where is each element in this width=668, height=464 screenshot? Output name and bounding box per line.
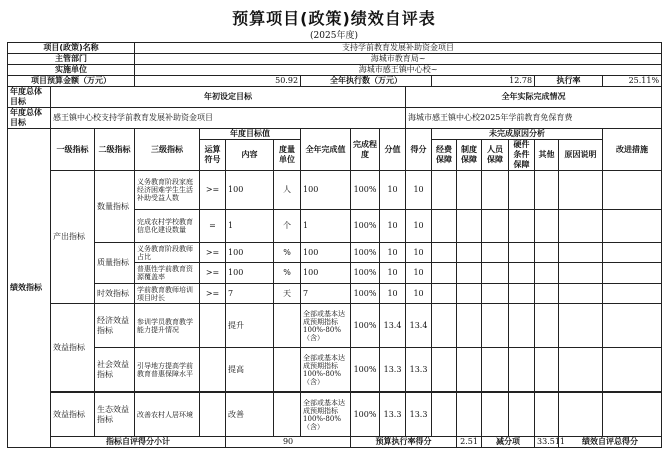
actual-goal-header: 全年实际完成情况 — [406, 87, 662, 108]
unit-cell: 个 — [274, 210, 301, 243]
reason-system-header: 制度保障 — [457, 140, 482, 171]
value-cell: 100 — [301, 243, 351, 263]
degree-cell: 100% — [351, 171, 380, 210]
unit-cell — [274, 393, 301, 437]
blank-cell — [603, 304, 662, 348]
blank-cell — [509, 243, 535, 263]
blank-cell — [509, 393, 535, 437]
score-cell: 13.3 — [406, 393, 432, 437]
output-indicator-label: 产出指标 — [51, 171, 95, 304]
score-header: 得分 — [406, 129, 432, 171]
blank-cell — [559, 393, 603, 437]
blank-cell — [457, 210, 482, 243]
level1-header: 一级指标 — [51, 129, 95, 171]
weight-cell: 10 — [380, 243, 406, 263]
page-title: 预算项目(政策)绩效自评表 — [232, 9, 436, 28]
indicator-name: 学前教育教师培训项目时长 — [135, 284, 200, 304]
initial-goal-header: 年初设定目标 — [51, 87, 406, 108]
degree-cell: 100% — [351, 304, 380, 348]
deduct-value: 33.511 — [535, 437, 559, 448]
value-cell: 全部或基本达成预期指标100%-80%（含） — [301, 348, 351, 392]
perf-indicator-label: 绩效指标 — [8, 129, 51, 448]
project-name-label: 项目(政策)名称 — [8, 43, 135, 54]
indicator-name: 改善农村人居环境 — [135, 393, 200, 437]
degree-cell: 100% — [351, 284, 380, 304]
blank-cell — [457, 348, 482, 392]
score-cell: 13.4 — [406, 304, 432, 348]
reason-funding-header: 经费保障 — [432, 140, 457, 171]
blank-cell — [457, 263, 482, 284]
blank-cell — [432, 171, 457, 210]
goal-label-2: 年度总体目标 — [8, 108, 51, 129]
blank-cell — [509, 284, 535, 304]
blank-cell — [535, 393, 559, 437]
weight-cell: 13.4 — [380, 304, 406, 348]
benefit-indicator-label: 效益指标 — [51, 304, 95, 392]
unit-value: 海城市感王镇中心校~ — [135, 65, 662, 76]
op-cell: >= — [200, 171, 226, 210]
budget-score-label: 预算执行率得分 — [351, 437, 457, 448]
annual-target-header: 年度目标值 — [200, 129, 301, 140]
blank-cell — [509, 263, 535, 284]
page-subtitle: (2025年度) — [310, 31, 358, 41]
degree-cell: 100% — [351, 263, 380, 284]
score-cell: 13.3 — [406, 348, 432, 392]
content-cell: 1 — [226, 210, 274, 243]
blank-cell — [482, 393, 509, 437]
indicator-name: 参训学员教育教学能力提升情况 — [135, 304, 200, 348]
dept-value: 海城市教育局~ — [135, 54, 662, 65]
value-cell: 全部或基本达成预期指标100%-80%（含） — [301, 393, 351, 437]
blank-cell — [559, 348, 603, 392]
blank-cell — [535, 171, 559, 210]
full-value-header: 全年完成值 — [301, 129, 351, 171]
reason-hardware-header: 硬件条件保障 — [509, 140, 535, 171]
blank-cell — [559, 304, 603, 348]
content-cell: 100 — [226, 171, 274, 210]
blank-cell — [559, 210, 603, 243]
value-cell: 1 — [301, 210, 351, 243]
op-cell: >= — [200, 263, 226, 284]
blank-cell — [535, 210, 559, 243]
content-header: 内容 — [226, 140, 274, 171]
blank-cell — [457, 243, 482, 263]
weight-cell: 13.3 — [380, 348, 406, 392]
blank-cell — [432, 348, 457, 392]
content-cell: 改善 — [226, 393, 274, 437]
op-cell: >= — [200, 284, 226, 304]
project-name-value: 支持学前教育发展补助资金项目 — [135, 43, 662, 54]
score-cell: 10 — [406, 284, 432, 304]
initial-goal-text: 感王镇中心校支持学前教育发展补助资金项目 — [51, 108, 406, 129]
budget-score-value: 2.51 — [457, 437, 482, 448]
blank-cell — [432, 304, 457, 348]
degree-cell: 100% — [351, 348, 380, 392]
blank-cell — [603, 171, 662, 210]
score-cell: 10 — [406, 263, 432, 284]
blank-cell — [603, 210, 662, 243]
exec-label: 全年执行数（万元） — [301, 76, 432, 87]
blank-cell — [432, 210, 457, 243]
blank-cell — [603, 393, 662, 437]
rate-label: 执行率 — [535, 76, 603, 87]
blank-cell — [482, 243, 509, 263]
indicator-name: 义务教育阶段教师占比 — [135, 243, 200, 263]
blank-cell — [482, 284, 509, 304]
exec-value: 12.78 — [432, 76, 535, 87]
qual-indicator-label: 质量指标 — [95, 243, 135, 284]
blank-cell — [482, 210, 509, 243]
weight-cell: 10 — [380, 171, 406, 210]
improve-header: 改进措施 — [603, 129, 662, 171]
subtotal-value: 90 — [226, 437, 351, 448]
level3-header: 三级指标 — [135, 129, 200, 171]
indicator-name: 义务教育阶段家庭经济困难学生生活补助受益人数 — [135, 171, 200, 210]
blank-cell — [509, 348, 535, 392]
weight-cell: 10 — [380, 284, 406, 304]
blank-cell — [482, 304, 509, 348]
deduct-label: 减分项 — [482, 437, 535, 448]
blank-cell — [603, 284, 662, 304]
blank-cell — [509, 171, 535, 210]
blank-cell — [559, 263, 603, 284]
blank-cell — [535, 243, 559, 263]
qty-indicator-label: 数量指标 — [95, 171, 135, 243]
dept-label: 主管部门 — [8, 54, 135, 65]
blank-cell — [559, 284, 603, 304]
unit-header: 度量单位 — [274, 140, 301, 171]
value-cell: 100 — [301, 263, 351, 284]
blank-cell — [482, 171, 509, 210]
degree-cell: 100% — [351, 243, 380, 263]
total-label: 绩效自评总得分 — [559, 437, 662, 448]
econ-indicator-label: 经济效益指标 — [95, 304, 135, 348]
value-cell: 100 — [301, 171, 351, 210]
time-indicator-label: 时效指标 — [95, 284, 135, 304]
weight-cell: 13.3 — [380, 393, 406, 437]
content-cell: 7 — [226, 284, 274, 304]
reason-staff-header: 人员保障 — [482, 140, 509, 171]
op-cell — [200, 393, 226, 437]
blank-cell — [509, 210, 535, 243]
value-cell: 全部或基本达成预期指标100%-80%（含） — [301, 304, 351, 348]
actual-goal-text: 海城市感王镇中心校2025年学前教育免保育费 — [406, 108, 662, 129]
op-cell — [200, 348, 226, 392]
blank-cell — [457, 171, 482, 210]
blank-cell — [432, 393, 457, 437]
reasons-header: 未完成原因分析 — [432, 129, 603, 140]
content-cell: 100 — [226, 263, 274, 284]
degree-cell: 100% — [351, 393, 380, 437]
indicator-name: 完成农村学校教育信息化建设数量 — [135, 210, 200, 243]
goal-label: 年度总体目标 — [8, 87, 51, 108]
op-header: 运算符号 — [200, 140, 226, 171]
content-cell: 提升 — [226, 304, 274, 348]
blank-cell — [535, 263, 559, 284]
level2-header: 二级指标 — [95, 129, 135, 171]
degree-cell: 100% — [351, 210, 380, 243]
blank-cell — [559, 243, 603, 263]
blank-cell — [535, 304, 559, 348]
blank-cell — [509, 304, 535, 348]
evaluation-table — [7, 42, 662, 448]
content-cell: 100 — [226, 243, 274, 263]
op-cell — [200, 304, 226, 348]
reason-desc-header: 原因说明 — [559, 140, 603, 171]
blank-cell — [603, 243, 662, 263]
blank-cell — [559, 171, 603, 210]
rate-value: 25.11% — [603, 76, 662, 87]
value-cell: 7 — [301, 284, 351, 304]
indicator-name: 普惠性学前教育资源覆盖率 — [135, 263, 200, 284]
score-cell: 10 — [406, 210, 432, 243]
blank-cell — [432, 243, 457, 263]
op-cell: = — [200, 210, 226, 243]
blank-cell — [432, 263, 457, 284]
op-cell: >= — [200, 243, 226, 263]
content-cell: 提高 — [226, 348, 274, 392]
unit-cell — [274, 304, 301, 348]
weight-cell: 10 — [380, 210, 406, 243]
unit-cell: % — [274, 243, 301, 263]
score-cell: 10 — [406, 243, 432, 263]
score-cell: 10 — [406, 171, 432, 210]
blank-cell — [457, 304, 482, 348]
budget-label: 项目预算金额（万元） — [8, 76, 135, 87]
unit-cell — [274, 348, 301, 392]
blank-cell — [603, 263, 662, 284]
degree-header: 完成程度 — [351, 129, 380, 171]
budget-value: 50.92 — [135, 76, 301, 87]
weight-header: 分值 — [380, 129, 406, 171]
blank-cell — [482, 348, 509, 392]
reason-other-header: 其他 — [535, 140, 559, 171]
eco-indicator-label: 生态效益指标 — [95, 393, 135, 437]
blank-cell — [535, 348, 559, 392]
weight-cell: 10 — [380, 263, 406, 284]
blank-cell — [457, 284, 482, 304]
blank-cell — [603, 348, 662, 392]
social-indicator-label: 社会效益指标 — [95, 348, 135, 392]
unit-label: 实施单位 — [8, 65, 135, 76]
blank-cell — [535, 284, 559, 304]
blank-cell — [432, 284, 457, 304]
blank-cell — [457, 393, 482, 437]
benefit-indicator-label-2: 效益指标 — [51, 393, 95, 437]
unit-cell: 天 — [274, 284, 301, 304]
subtotal-label: 指标自评得分小计 — [51, 437, 226, 448]
unit-cell: 人 — [274, 171, 301, 210]
blank-cell — [482, 263, 509, 284]
unit-cell: % — [274, 263, 301, 284]
indicator-name: 引导地方提高学前教育普惠保障水平 — [135, 348, 200, 392]
